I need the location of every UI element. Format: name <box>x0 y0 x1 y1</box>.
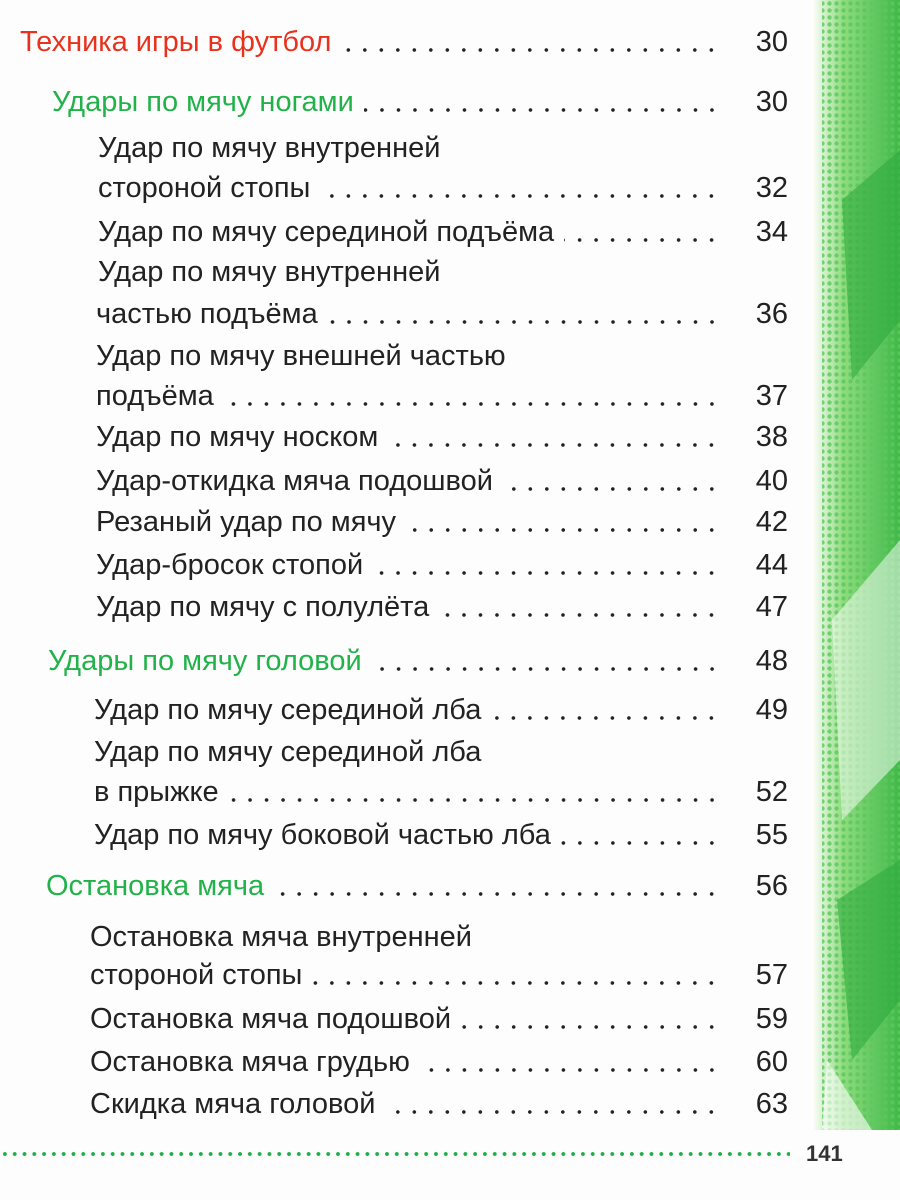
entry-title: Остановка мяча грудью <box>90 1046 410 1078</box>
entry-title-line1: Остановка мяча внутренней <box>90 921 472 953</box>
toc-entry[interactable] <box>90 1084 788 1124</box>
toc-entry[interactable] <box>96 587 788 627</box>
dot-leader <box>503 485 720 493</box>
entry-title-line2: стороной стопы <box>98 172 311 204</box>
entry-title: Удар по мячу серединой лба <box>94 694 482 726</box>
entry-title: Скидка мяча головой <box>90 1088 376 1120</box>
entry-page: 52 <box>755 776 788 808</box>
toc-entry-subsection[interactable] <box>46 866 788 906</box>
entry-page: 32 <box>755 172 788 204</box>
toc-entry[interactable] <box>98 212 788 252</box>
entry-page: 37 <box>755 380 788 412</box>
footer-dotted-rule <box>0 1150 790 1158</box>
entry-page: 40 <box>755 465 788 497</box>
toc-entry[interactable] <box>90 999 788 1039</box>
entry-page: 47 <box>755 591 788 623</box>
dot-leader <box>229 796 720 804</box>
dot-leader <box>561 839 720 847</box>
entry-title: Удар по мячу серединой подъёма <box>98 216 555 248</box>
toc-entry[interactable] <box>90 955 788 995</box>
entry-page: 38 <box>755 421 788 453</box>
entry-title-line2: в прыжке <box>94 776 219 808</box>
toc-entry-subsection[interactable] <box>48 641 788 681</box>
toc-entry[interactable] <box>96 545 788 585</box>
entry-title-line2: подъёма <box>96 380 214 412</box>
dot-leader <box>224 400 720 408</box>
entry-page: 36 <box>755 298 788 330</box>
entry-page: 44 <box>755 549 788 581</box>
entry-title-line1: Удар по мячу внутренней <box>98 132 441 164</box>
entry-title: Остановка мяча подошвой <box>90 1003 452 1035</box>
dot-leader <box>388 441 720 449</box>
dot-leader <box>385 1108 720 1116</box>
toc-entry-subsection[interactable] <box>52 82 788 122</box>
dot-leader <box>274 890 720 898</box>
toc-entry[interactable] <box>96 417 788 457</box>
dot-leader <box>372 665 720 673</box>
entry-page: 30 <box>755 26 788 58</box>
entry-page: 56 <box>755 870 788 902</box>
dot-leader <box>406 526 720 534</box>
dot-leader <box>491 714 720 722</box>
toc-entry[interactable] <box>94 690 788 730</box>
entry-title: Удар по мячу носком <box>96 421 379 453</box>
dot-leader <box>328 318 720 326</box>
dot-leader <box>439 611 720 619</box>
entry-title: Удары по мячу головой <box>48 645 362 677</box>
entry-page: 34 <box>755 216 788 248</box>
entry-title-line2: частью подъёма <box>96 298 318 330</box>
dot-leader <box>420 1066 720 1074</box>
entry-title: Удар-откидка мяча подошвой <box>96 465 493 497</box>
entry-title-line1: Удар по мячу внутренней <box>98 256 441 288</box>
toc-entry[interactable] <box>96 376 788 416</box>
page-number: 141 <box>806 1141 843 1166</box>
entry-page: 49 <box>755 694 788 726</box>
toc-entry[interactable] <box>90 1042 788 1082</box>
dot-leader <box>373 569 720 577</box>
entry-page: 48 <box>755 645 788 677</box>
toc-entry[interactable] <box>94 772 788 812</box>
decorative-green-texture <box>812 0 900 1130</box>
dot-leader <box>312 979 720 987</box>
entry-title: Остановка мяча <box>46 870 265 902</box>
entry-title: Резаный удар по мячу <box>96 506 397 538</box>
entry-title: Удар по мячу с полулёта <box>96 591 430 623</box>
entry-title-line1: Удар по мячу внешней частью <box>96 340 506 372</box>
entry-title-line2: стороной стопы <box>90 959 303 991</box>
entry-page: 42 <box>755 506 788 538</box>
entry-page: 63 <box>755 1088 788 1120</box>
toc-entry-section[interactable] <box>20 22 788 62</box>
entry-page: 57 <box>755 959 788 991</box>
dot-leader <box>320 192 720 200</box>
entry-page: 59 <box>755 1003 788 1035</box>
toc-entry[interactable] <box>94 815 788 855</box>
toc-entry[interactable] <box>96 502 788 542</box>
dot-leader <box>564 236 720 244</box>
toc-entry[interactable] <box>96 294 788 334</box>
entry-title: Техника игры в футбол <box>20 26 332 58</box>
entry-page: 55 <box>755 819 788 851</box>
entry-page: 60 <box>755 1046 788 1078</box>
dot-leader <box>461 1023 720 1031</box>
dot-leader <box>341 46 720 54</box>
toc-entry[interactable] <box>98 168 788 208</box>
entry-title: Удар по мячу боковой частью лба <box>94 819 551 851</box>
dot-leader <box>364 106 720 114</box>
toc-entry[interactable] <box>96 461 788 501</box>
entry-title: Удар-бросок стопой <box>96 549 364 581</box>
entry-page: 30 <box>755 86 788 118</box>
entry-title: Удары по мячу ногами <box>52 86 354 118</box>
entry-title-line1: Удар по мячу серединой лба <box>94 736 482 768</box>
